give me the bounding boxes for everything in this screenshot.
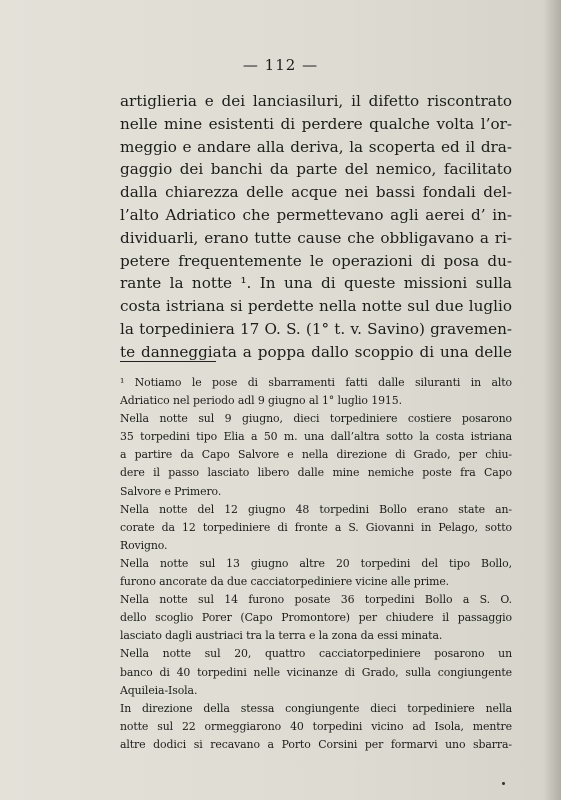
footnote-line: corate da 12 torpediniere di fronte a S. Giovanni in Pelago, sotto (120, 520, 512, 534)
text-line: rante la notte ¹. In una di queste missioni sulla (120, 274, 512, 293)
page-number: — 112 — (242, 56, 319, 74)
footnote-line: altre dodici si recavano a Porto Corsini per formarvi uno sbarra- (120, 737, 512, 751)
footnote-line: In direzione della stessa congiungente dieci torpediniere nella (120, 701, 512, 715)
footnote-line: lasciato dagli austriaci tra la terra e la zona da essi minata. (120, 629, 443, 643)
footnote-line: Nella notte sul 20, quattro cacciatorpediniere posarono un (120, 647, 512, 661)
text-line: petere frequentemente le operazioni di posa du- (120, 251, 512, 270)
footnote-line: 35 torpedini tipo Elia a 50 m. una dall’altra sotto la costa istriana (120, 430, 512, 444)
footnote-line: Salvore e Primero. (120, 484, 222, 498)
footnote-line: ¹ Notiamo le pose di sbarramenti fatti dalle siluranti in alto (120, 376, 512, 389)
footnote-line: furono ancorate da due cacciatorpediniere vicine alle prime. (120, 575, 450, 589)
footnote-line: Adriatico nel periodo adl 9 giugno al 1° luglio 1915. (120, 394, 402, 408)
main-text-block (120, 90, 512, 364)
footnote-divider (120, 361, 216, 362)
text-line: artiglieria e dei lanciasiluri, il difetto riscontrato (120, 92, 512, 110)
footnote-line: dello scoglio Porer (Capo Promontore) per chiudere il passaggio (120, 611, 512, 625)
text-line: nelle mine esistenti di perdere qualche volta l’or- (120, 114, 512, 133)
footnote-line: banco di 40 torpedini nelle vicinanze di Grado, sulla congiungente (120, 665, 512, 679)
text-line: costa istriana si perdette nella notte sul due luglio (120, 297, 512, 316)
footnote-line: Nella notte sul 9 giugno, dieci torpediniere costiere posarono (120, 412, 512, 426)
page-speck (502, 782, 505, 785)
text-line: dividuarli, erano tutte cause che obbligavano a ri- (120, 228, 512, 247)
footnote-line: Aquileia-Isola. (120, 683, 198, 697)
text-line: dalla chiarezza delle acque nei bassi fondali del- (120, 183, 512, 202)
footnote-line: Nella notte sul 14 furono posate 36 torpedini Bollo a S. O. (120, 593, 512, 607)
footnote-line: notte sul 22 ormeggiarono 40 torpedini vicino ad Isola, mentre (120, 719, 512, 733)
footnotes-block (120, 374, 512, 754)
text-line: l’alto Adriatico che permettevano agli aerei d’ in- (120, 205, 512, 224)
text-line: meggio e andare alla deriva, la scoperta ed il dra- (120, 137, 512, 156)
footnote-line: Nella notte sul 13 giugno altre 20 torpedini del tipo Bollo, (120, 556, 512, 570)
footnote-line: dere il passo lasciato libero dalle mine nemiche poste fra Capo (120, 466, 512, 480)
text-line: te danneggiata a poppa dallo scoppio di una delle (120, 342, 512, 361)
footnote-line: Rovigno. (120, 538, 168, 552)
footnote-line: a partire da Capo Salvore e nella direzione di Grado, per chiu- (120, 448, 512, 462)
footnote-line: Nella notte del 12 giugno 48 torpedini Bollo erano state an- (120, 502, 512, 516)
text-line: la torpediniera 17 O. S. (1° t. v. Savino) gravemen- (120, 319, 512, 338)
text-line: gaggio dei banchi da parte del nemico, facilitato (120, 160, 512, 179)
